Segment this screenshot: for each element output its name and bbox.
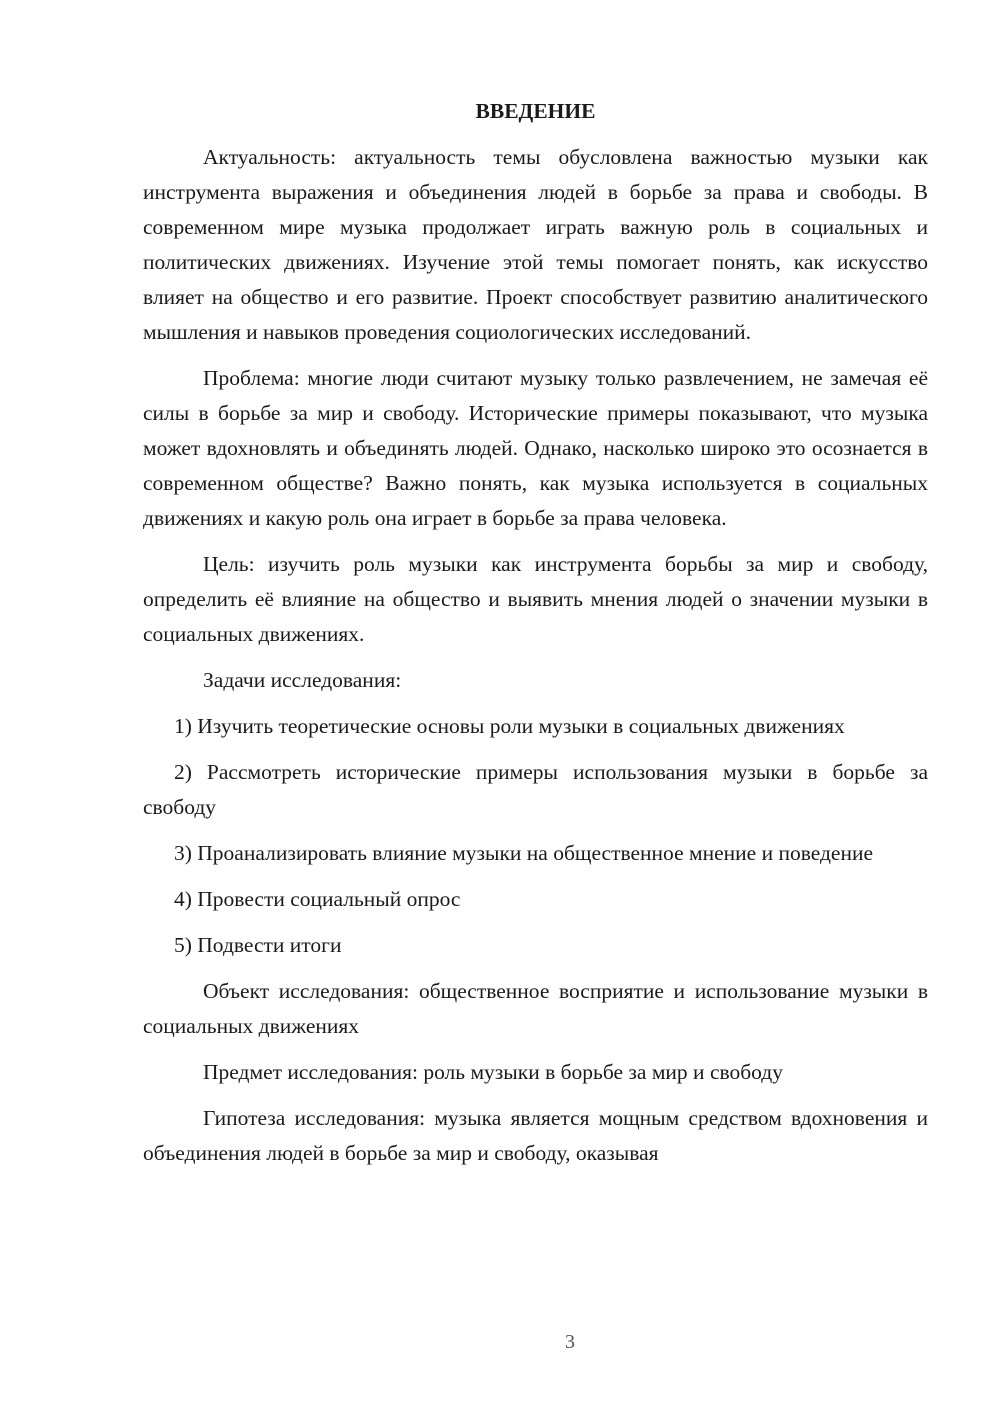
page-number: 3: [565, 1331, 575, 1353]
subject-paragraph: Предмет исследования: роль музыки в борьбе за мир и свободу: [203, 1060, 783, 1084]
relevance-paragraph: Актуальность: актуальность темы обусловлена важностью музыки как инструмента выражения и объединения людей в борьбе за права и свободы. В современном мире музыка продолжает играть важную роль в социальных и политических движениях. Изучение этой темы помогает понять, как искусство влияет на общество и его развитие. Проект способствует развитию аналитического мышления и навыков проведения социологических исследований.: [143, 145, 928, 344]
page-content: [143, 96, 928, 1171]
problem-paragraph: Проблема: многие люди считают музыку только развлечением, не замечая её силы в борьбе за мир и свободу. Исторические примеры показывают, что музыка может вдохновлять и объединять людей. Однако, насколько широко это осознается в современном обществе? Важно понять, как музыка используется в социальных движениях и какую роль она играет в борьбе за права человека.: [143, 366, 928, 530]
object-paragraph: Объект исследования: общественное восприятие и использование музыки в социальных движениях: [143, 979, 928, 1038]
task-item: 2) Рассмотреть исторические примеры использования музыки в борьбе за свободу: [143, 760, 928, 819]
tasks-heading: Задачи исследования:: [203, 668, 402, 692]
goal-paragraph: Цель: изучить роль музыки как инструмента борьбы за мир и свободу, определить её влияние на общество и выявить мнения людей о значении музыки в социальных движениях.: [143, 552, 928, 646]
task-item: 1) Изучить теоретические основы роли музыки в социальных движениях: [174, 714, 845, 738]
task-item: 3) Проанализировать влияние музыки на общественное мнение и поведение: [174, 841, 874, 865]
task-item: 4) Провести социальный опрос: [174, 887, 461, 911]
task-item: 5) Подвести итоги: [174, 933, 342, 957]
hypothesis-paragraph: Гипотеза исследования: музыка является мощным средством вдохновения и объединения людей в борьбе за мир и свободу, оказывая: [143, 1106, 928, 1165]
tasks-list: [143, 709, 928, 963]
section-title: ВВЕДЕНИЕ: [475, 99, 596, 123]
